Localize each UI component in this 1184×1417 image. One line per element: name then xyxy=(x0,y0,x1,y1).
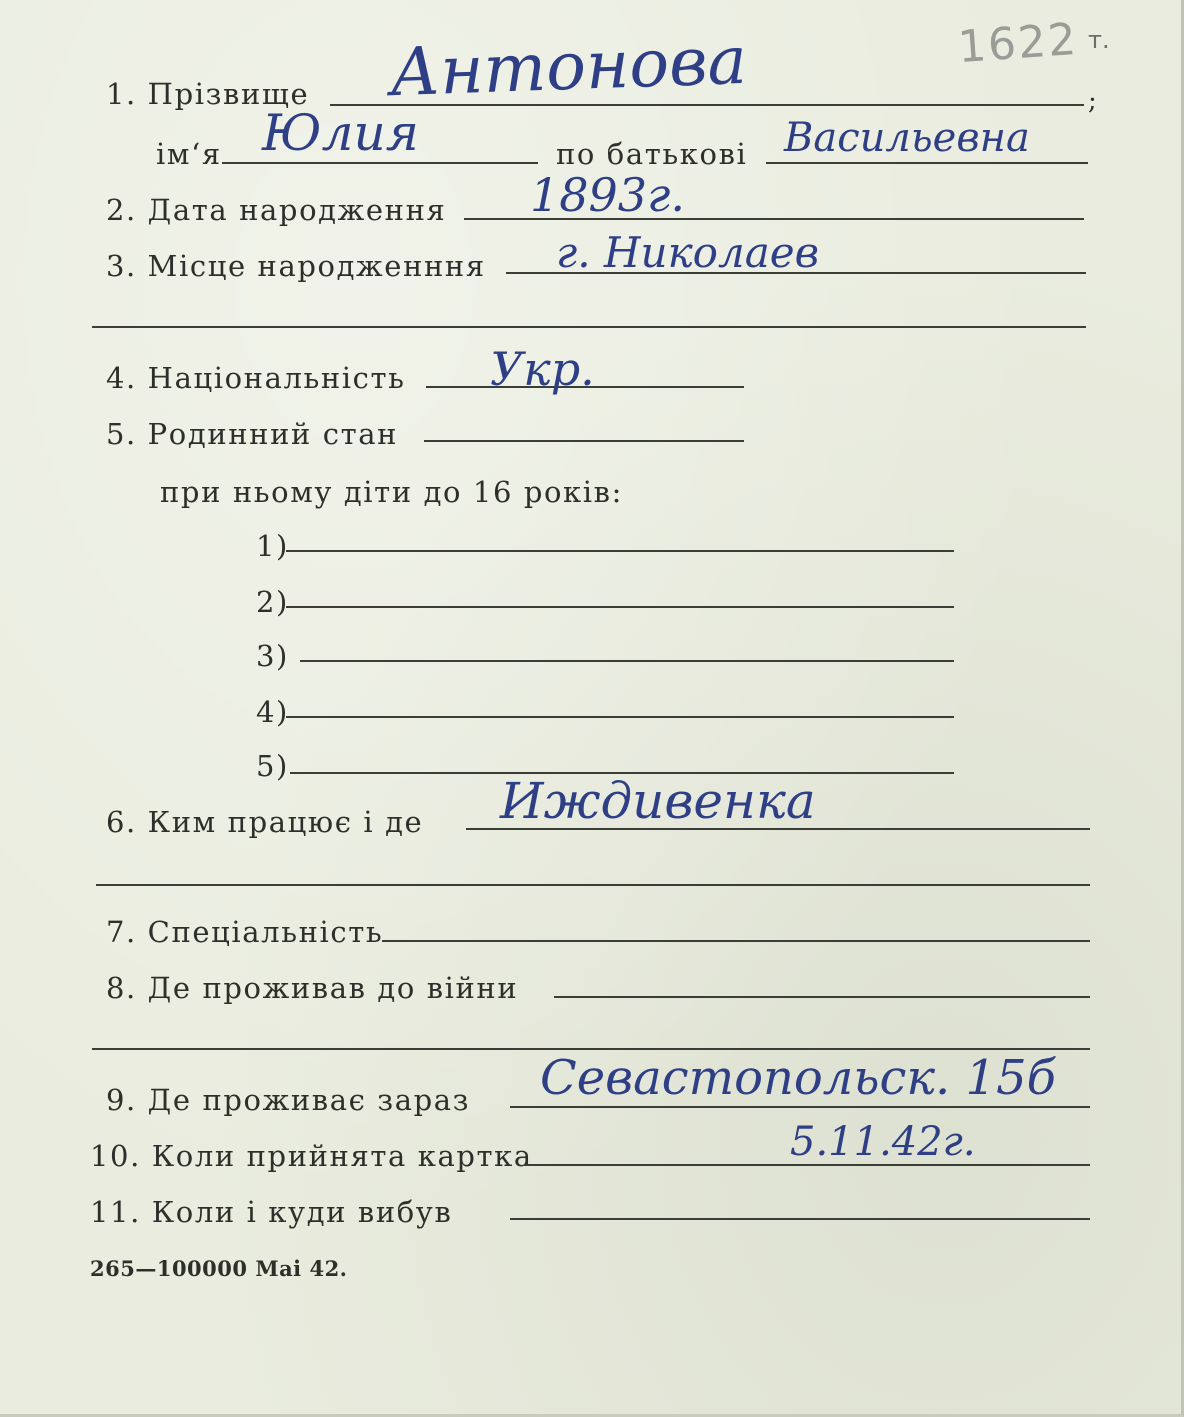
surname-value: Антонова xyxy=(388,21,748,112)
work-line-2 xyxy=(96,884,1090,886)
surname-label: 1. Прізвище xyxy=(106,77,310,111)
specialty-line xyxy=(382,940,1090,942)
archive-number-suffix: т. xyxy=(1088,26,1110,54)
name-line xyxy=(222,162,538,164)
work-value: Иждивенка xyxy=(500,772,816,830)
card-date-value: 5.11.42г. xyxy=(790,1119,976,1165)
archive-number: 1622 xyxy=(956,13,1080,74)
marital-label: 5. Родинний стан xyxy=(106,417,399,451)
birthdate-value: 1893г. xyxy=(530,168,685,222)
surname-end-mark: ; xyxy=(1088,86,1099,116)
patronymic-label: по батькові xyxy=(556,137,748,171)
current-line xyxy=(510,1106,1090,1108)
birthdate-label: 2. Дата народження xyxy=(106,193,447,227)
departure-label: 11. Коли і куди вибув xyxy=(90,1195,453,1229)
child-line xyxy=(286,606,954,608)
birthplace-value: г. Николаев xyxy=(556,228,820,277)
work-label: 6. Ким працює і де xyxy=(106,805,424,839)
child-line xyxy=(286,716,954,718)
specialty-label: 7. Спеціальність xyxy=(106,915,384,949)
nationality-label: 4. Національність xyxy=(106,361,406,395)
marital-line xyxy=(424,440,744,442)
nationality-value: Укр. xyxy=(490,342,595,396)
departure-line xyxy=(510,1218,1090,1220)
patronymic-value: Васильевна xyxy=(784,115,1030,161)
child-number: 4) xyxy=(256,695,289,729)
children-label: при ньому діти до 16 років: xyxy=(160,475,623,509)
current-label: 9. Де проживає зараз xyxy=(106,1083,471,1117)
birthplace-label: 3. Місце народженння xyxy=(106,249,486,283)
patronymic-line xyxy=(766,162,1088,164)
child-number: 1) xyxy=(256,529,289,563)
child-line xyxy=(300,660,954,662)
name-label: ім‘я xyxy=(156,137,222,171)
prewar-label: 8. Де проживав до війни xyxy=(106,971,519,1005)
child-number: 3) xyxy=(256,639,289,673)
card-date-label: 10. Коли прийнята картка xyxy=(90,1139,533,1173)
child-number: 5) xyxy=(256,749,289,783)
current-value: Севастопольск. 15б xyxy=(540,1050,1056,1106)
name-value: Юлия xyxy=(262,104,419,162)
child-number: 2) xyxy=(256,585,289,619)
child-line xyxy=(286,550,954,552)
prewar-line xyxy=(554,996,1090,998)
print-info: 265—100000 Mai 42. xyxy=(90,1256,348,1281)
birthplace-line-2 xyxy=(92,326,1086,328)
